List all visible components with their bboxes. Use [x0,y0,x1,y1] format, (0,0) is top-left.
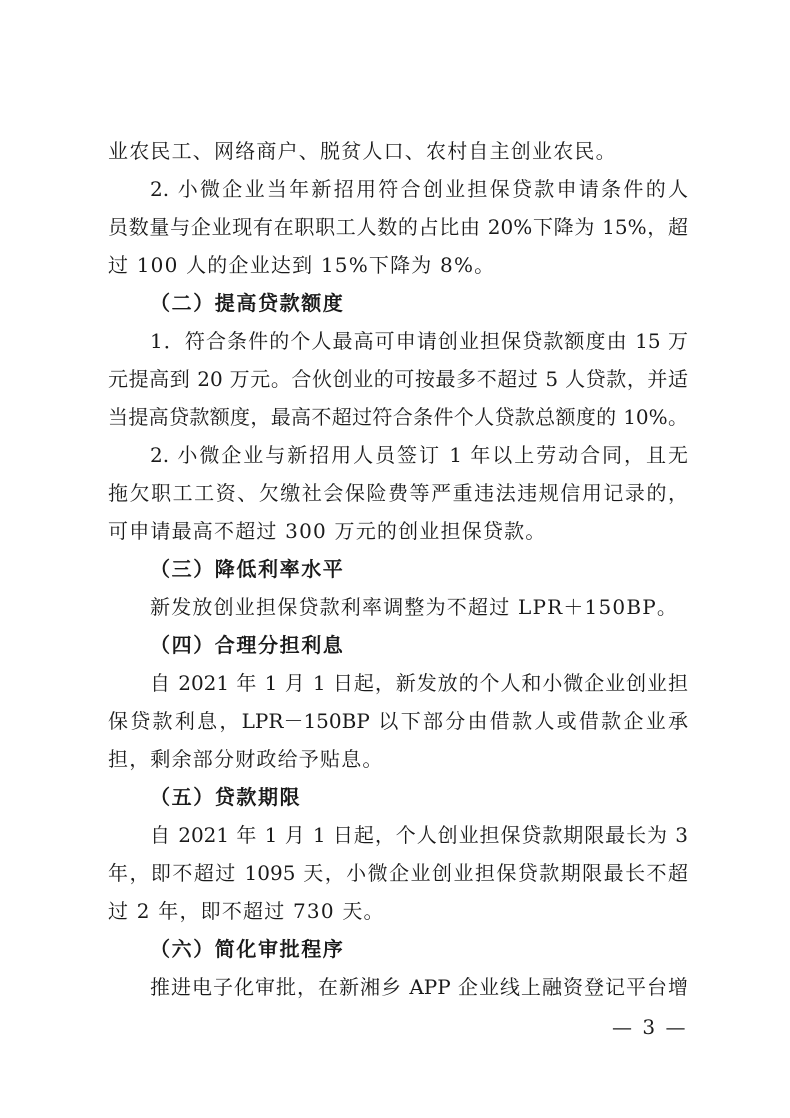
paragraph-line: 保贷款利息，LPR－150BP 以下部分由借款人或借款企业承 [108,709,688,733]
paragraph-line: 可申请最高不超过 300 万元的创业担保贷款。 [108,519,547,543]
document-body [108,132,688,1006]
page-number: — 3 — [612,1015,688,1039]
paragraph-line: 当提高贷款额度，最高不超过符合条件个人贷款总额度的 10%。 [108,405,688,429]
section-heading: （四）合理分担利息 [150,633,345,657]
section-heading: （三）降低利率水平 [150,557,345,581]
paragraph-line: 元提高到 20 万元。合伙创业的可按最多不超过 5 人贷款，并适 [108,367,688,391]
paragraph-line: 推进电子化审批，在新湘乡 APP 企业线上融资登记平台增 [150,975,688,999]
paragraph-line: 过 100 人的企业达到 15%下降为 8%。 [108,253,496,277]
paragraph-line: 年，即不超过 1095 天，小微企业创业担保贷款期限最长不超 [108,861,688,885]
paragraph-line: 2. 小微企业与新招用人员签订 1 年以上劳动合同，且无 [150,443,688,467]
paragraph-line: 自 2021 年 1 月 1 日起，新发放的个人和小微企业创业担 [150,671,688,695]
paragraph-line: 业农民工、网络商户、脱贫人口、农村自主创业农民。 [108,139,617,163]
paragraph-line: 新发放创业担保贷款利率调整为不超过 LPR＋150BP。 [150,595,679,619]
paragraph-line: 员数量与企业现有在职职工人数的占比由 20%下降为 15%，超 [108,215,688,239]
paragraph-line: 1．符合条件的个人最高可申请创业担保贷款额度由 15 万 [150,329,688,353]
section-heading: （二）提高贷款额度 [150,291,345,315]
section-heading: （六）简化审批程序 [150,937,345,961]
section-heading: （五）贷款期限 [150,785,302,809]
paragraph-line: 自 2021 年 1 月 1 日起，个人创业担保贷款期限最长为 3 [150,823,688,847]
paragraph-line: 担，剩余部分财政给予贴息。 [108,747,384,771]
paragraph-line: 拖欠职工工资、欠缴社会保险费等严重违法违规信用记录的， [108,481,688,505]
paragraph-line: 2. 小微企业当年新招用符合创业担保贷款申请条件的人 [150,177,688,201]
paragraph-line: 过 2 年，即不超过 730 天。 [108,899,385,923]
